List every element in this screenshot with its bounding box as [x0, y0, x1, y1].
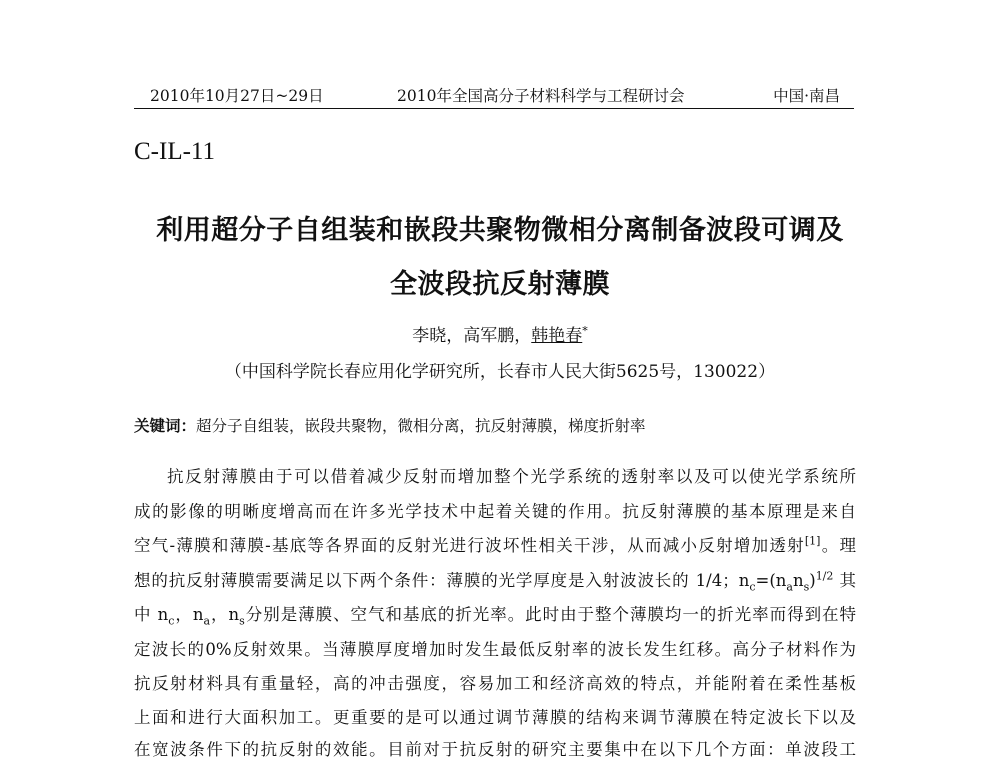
body-text: 想的抗反射薄膜需要满足以下两个条件：薄膜的光学厚度是入射波波长的 1/4；n — [134, 571, 750, 590]
subscript: c — [168, 614, 175, 628]
keywords — [134, 414, 646, 436]
keywords-label: 关键词： — [134, 416, 197, 435]
body-line: 成的影像的明晰度增高而在许多光学技术中起着关键的作用。抗反射薄膜的基本原理是来自 — [134, 502, 856, 521]
body-text: 中 n — [134, 605, 169, 624]
body-text: 空气-薄膜和薄膜-基底等各界面的反射光进行波坏性相关干涉，从而减小反射增加透射 — [134, 536, 805, 555]
running-header — [134, 82, 854, 109]
paper-title-line-1: 利用超分子自组装和嵌段共聚物微相分离制备波段可调及 — [156, 215, 844, 246]
body-text: ) — [809, 571, 816, 590]
author-list — [0, 321, 1000, 346]
body-text: 其 — [833, 571, 856, 590]
body-text: =(n — [755, 571, 787, 590]
paper-id: C-IL-11 — [134, 138, 215, 165]
header-conference: 2010年全国高分子材料科学与工程研讨会 — [397, 87, 685, 105]
body-line: 上面和进行大面积加工。更重要的是可以通过调节薄膜的结构来调节薄膜在特定波长下以及 — [134, 708, 856, 727]
paper-title-line-2: 全波段抗反射薄膜 — [390, 269, 610, 300]
body-line: 在宽波条件下的抗反射的效能。目前对于抗反射的研究主要集中在以下几个方面：单波段工 — [134, 740, 856, 759]
subscript: a — [786, 580, 793, 594]
body-text: ，n — [174, 605, 204, 624]
subscript: s — [803, 580, 810, 594]
body-text: 分别是薄膜、空气和基底的折光率。此时由于整个薄膜均一的折光率而得到在特 — [244, 605, 856, 624]
header-location: 中国·南昌 — [773, 87, 840, 105]
citation-ref: [1] — [804, 534, 821, 548]
corresponding-author: 韩艳春 — [531, 326, 583, 346]
body-text: n — [792, 571, 804, 590]
author-names: 李晓，高军鹏， — [412, 326, 532, 346]
header-date: 2010年10月27日~29日 — [150, 87, 324, 105]
subscript: c — [749, 580, 756, 594]
body-line — [134, 601, 856, 628]
body-line — [134, 567, 856, 594]
body-line: 抗反射材料具有重量轻，高的冲击强度，容易加工和经济高效的特点，并能附着在柔性基板 — [134, 674, 856, 693]
keywords-text: 超分子自组装，嵌段共聚物，微相分离，抗反射薄膜，梯度折射率 — [196, 417, 646, 435]
body-line: 抗反射薄膜由于可以借着减少反射而增加整个光学系统的透射率以及可以使光学系统所 — [167, 467, 856, 486]
corresponding-mark: * — [582, 324, 588, 338]
subscript: a — [203, 614, 211, 628]
body-text: 。理 — [820, 536, 857, 555]
body-line — [134, 532, 856, 556]
affiliation: （中国科学院长春应用化学研究所，长春市人民大街5625号，130022） — [224, 362, 776, 382]
body-line: 定波长的0%反射效果。当薄膜厚度增加时发生最低反射率的波长发生红移。高分子材料作为 — [134, 640, 856, 659]
subscript: s — [239, 614, 245, 628]
superscript: 1/2 — [815, 569, 834, 583]
body-text: ，n — [210, 605, 240, 624]
